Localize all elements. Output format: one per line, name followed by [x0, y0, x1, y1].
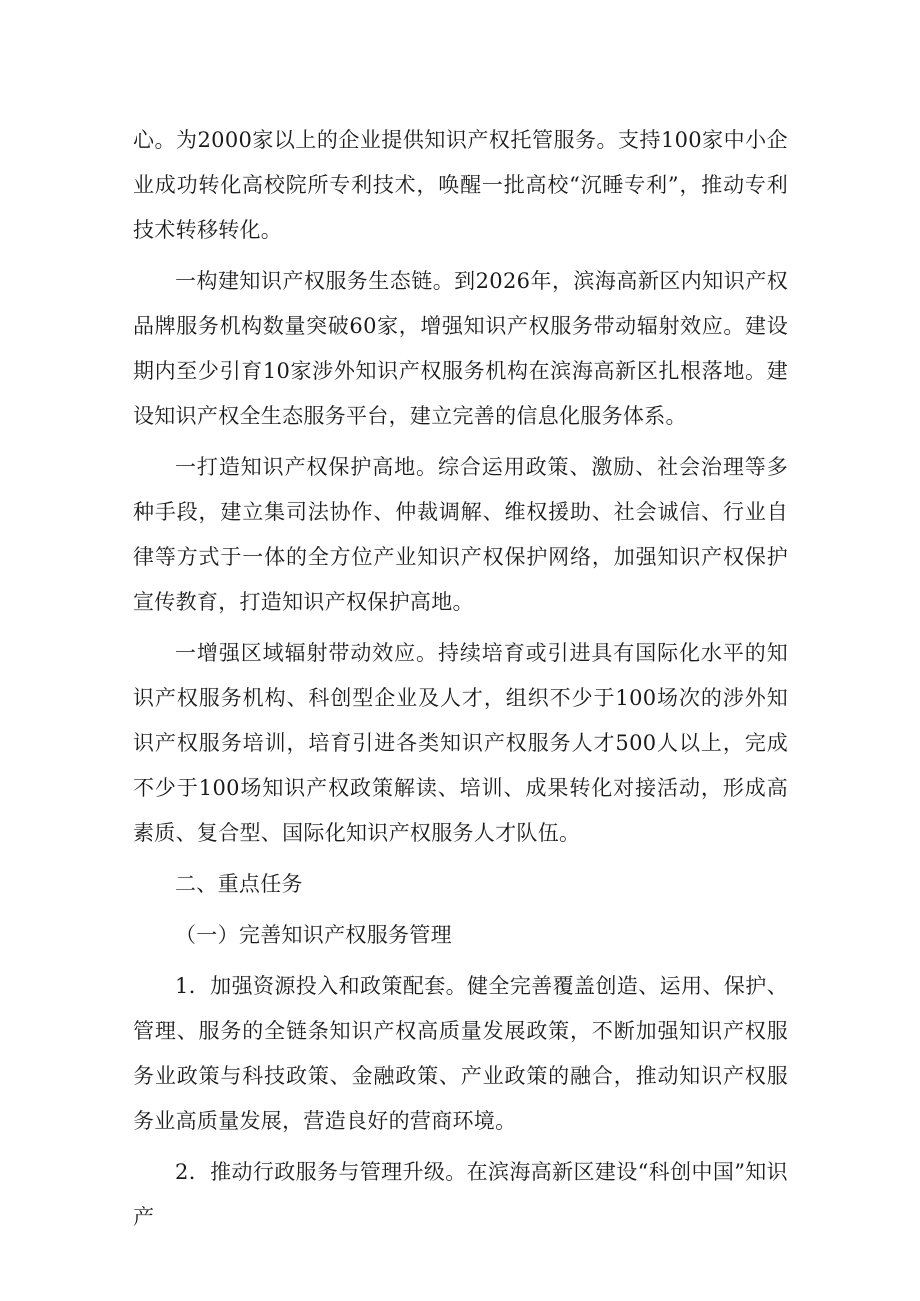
task-item-2: 2．推动行政服务与管理升级。在滨海高新区建设“科创中国”知识产 — [133, 1160, 788, 1229]
subsection-heading: （一）完善知识产权服务管理 — [175, 923, 452, 947]
paragraph-regional-radiation: 一增强区域辐射带动效应。持续培育或引进具有国际化水平的知识产权服务机构、科创型企业及人才，组织不少于100场次的涉外知识产权服务培训，培育引进各类知识产权服务人才500人以上，完成不少于100场知识产权政策解读、培训、成果转化对接活动，形成高素质、复合型、国际化知识产权服务人才队伍。 — [133, 641, 788, 845]
task-item-1: 1．加强资源投入和政策配套。健全完善覆盖创造、运用、保护、管理、服务的全链条知识产权高质量发展政策，不断加强知识产权服务业政策与科技政策、金融政策、产业政策的融合，推动知识产权服务业高质量发展，营造良好的营商环境。 — [133, 974, 788, 1133]
document-body — [133, 118, 788, 1246]
paragraph-service-ecosystem: 一构建知识产权服务生态链。到2026年，滨海高新区内知识产权品牌服务机构数量突破60家，增强知识产权服务带动辐射效应。建设期内至少引育10家涉外知识产权服务机构在滨海高新区扎根落地。建设知识产权全生态服务平台，建立完善的信息化服务体系。 — [133, 269, 788, 428]
section-heading: 二、重点任务 — [175, 872, 303, 896]
paragraph-continuation: 心。为2000家以上的企业提供知识产权托管服务。支持100家中小企业成功转化高校院所专利技术，唤醒一批高校“沉睡专利”，推动专利技术转移转化。 — [133, 128, 788, 242]
paragraph-protection-highland: 一打造知识产权保护高地。综合运用政策、激励、社会治理等多种手段，建立集司法协作、仲裁调解、维权援助、社会诚信、行业自律等方式于一体的全方位产业知识产权保护网络，加强知识产权保护宣传教育，打造知识产权保护高地。 — [133, 455, 788, 614]
